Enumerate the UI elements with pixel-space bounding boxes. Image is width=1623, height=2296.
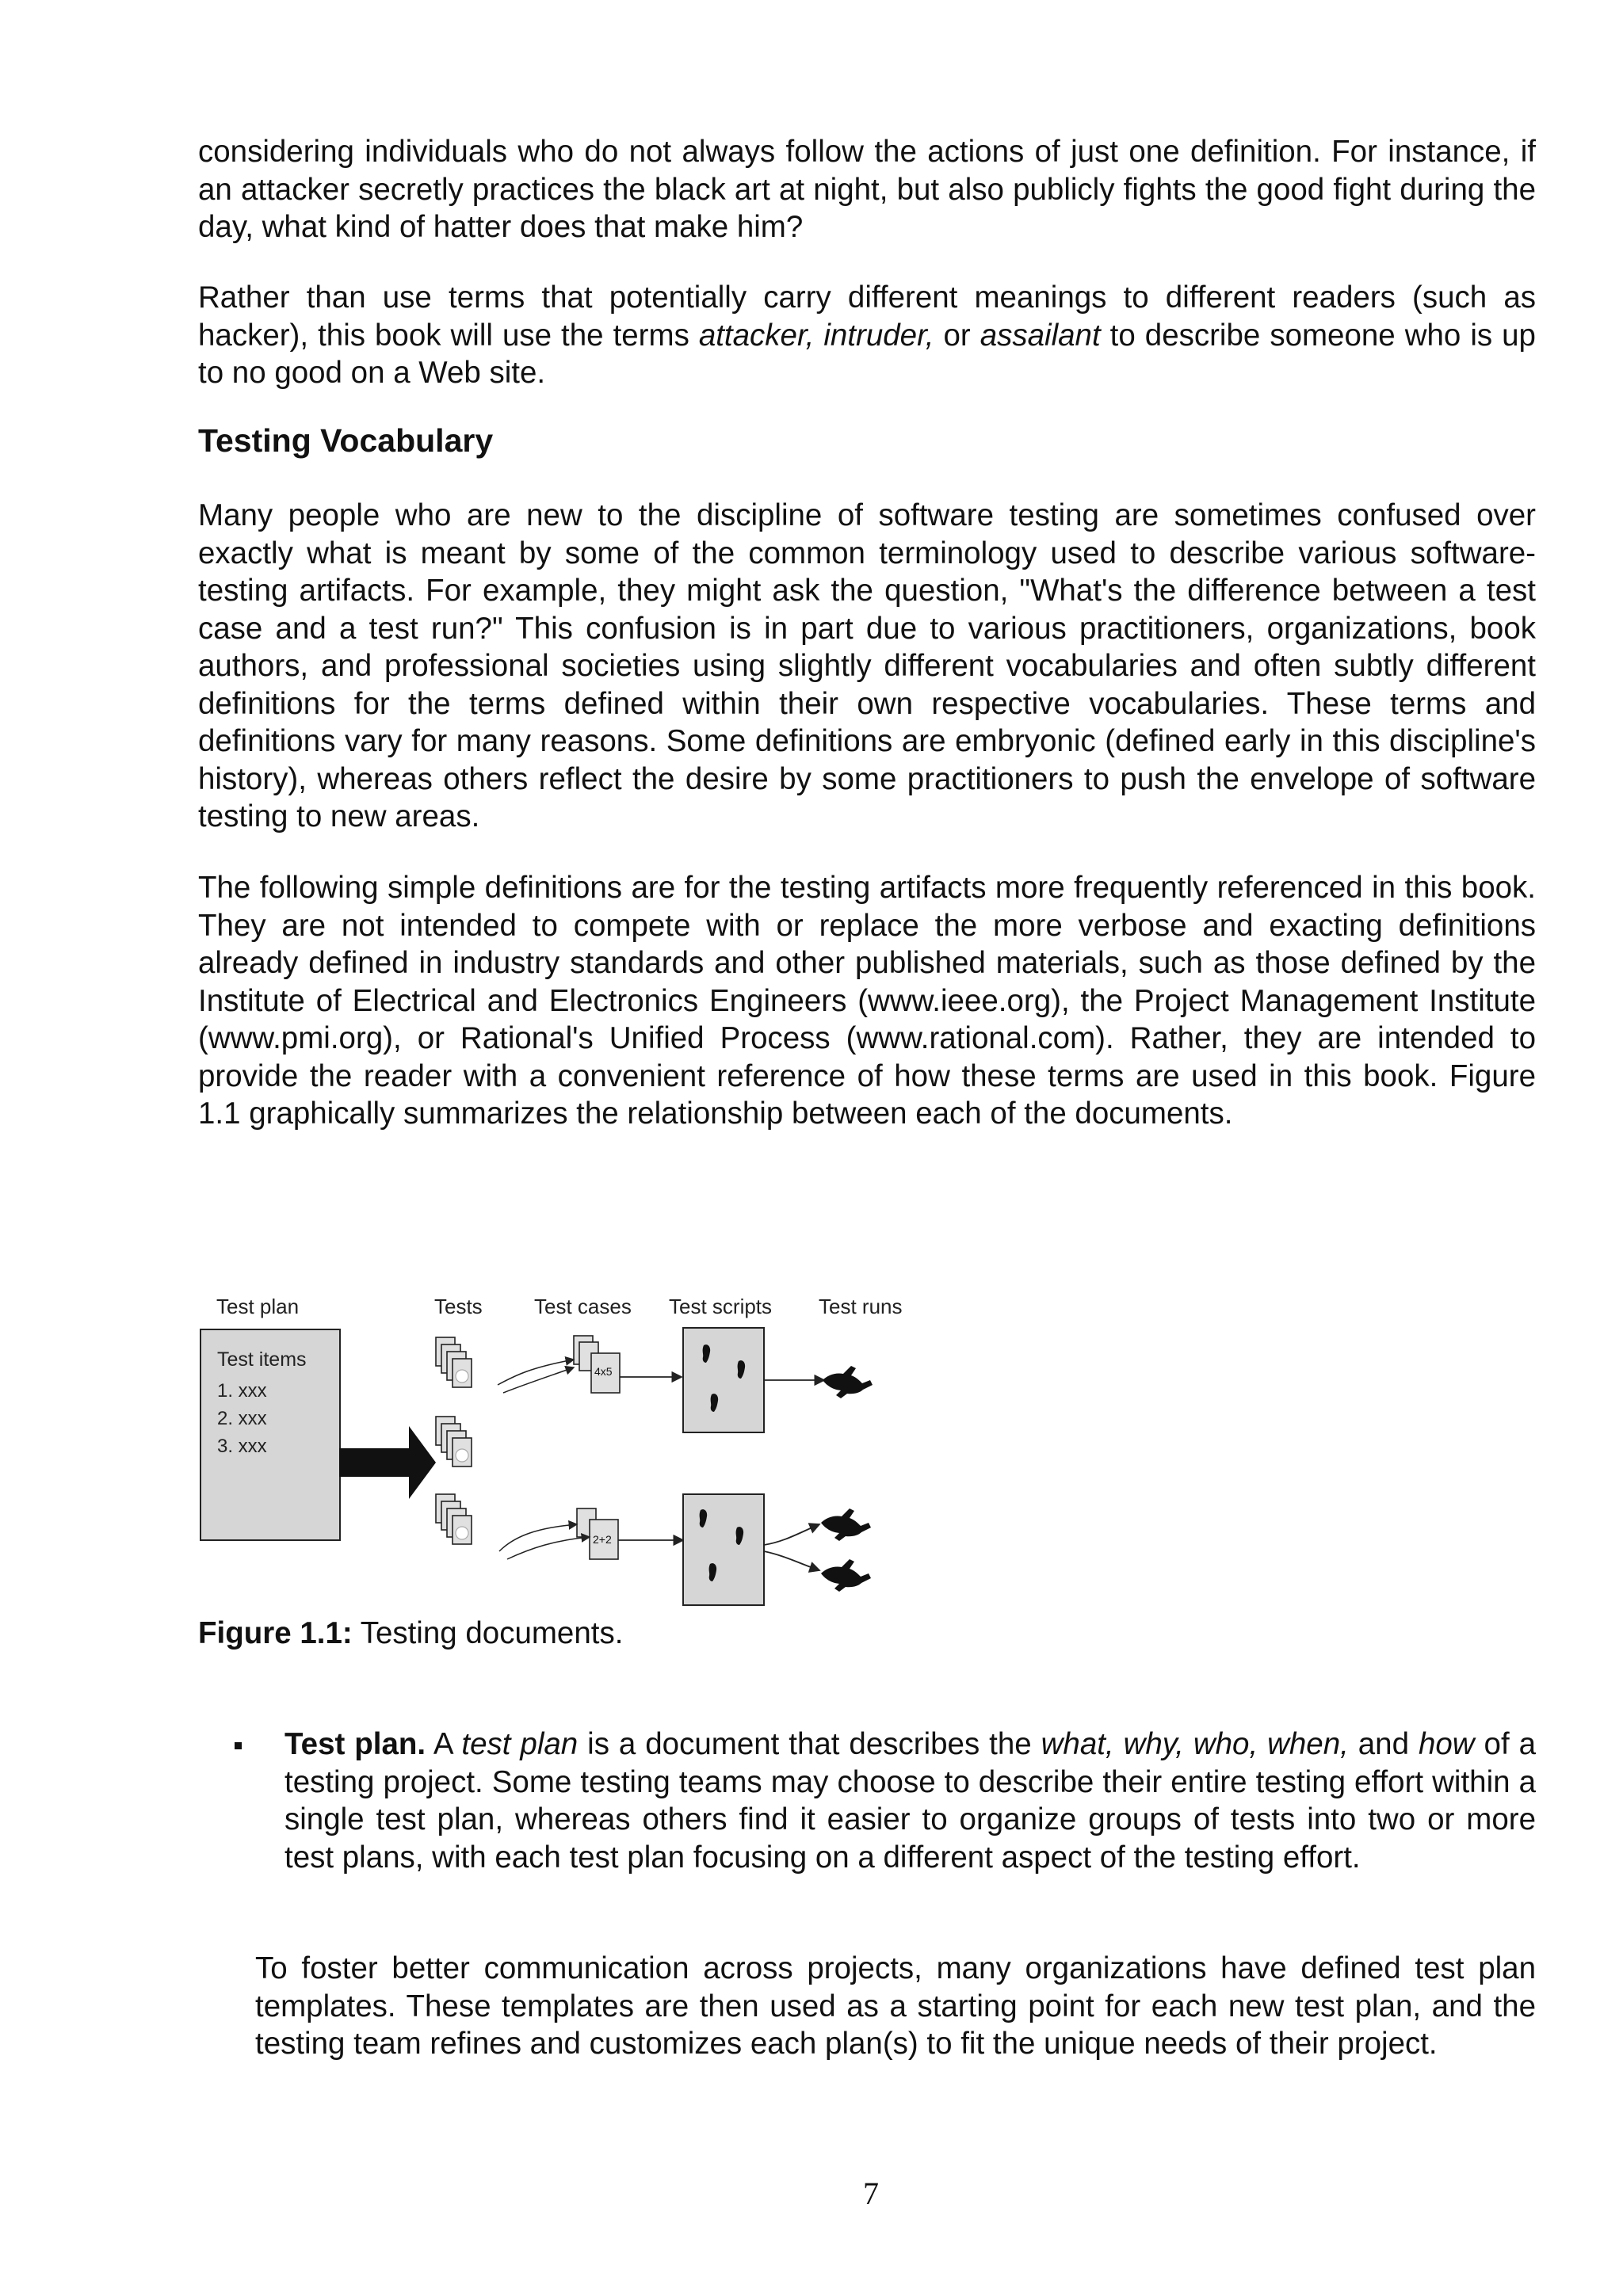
runner-icon bbox=[823, 1366, 873, 1398]
tests-stack-icon bbox=[436, 1337, 472, 1387]
paragraph-text: To foster better communication across projects, many organizations have defined test plan templates. These templates are then used as a starting point for each new test plan, and the testing team refines and customizes each plan(s) to fit the unique needs of their project. bbox=[255, 1951, 1536, 2061]
emphasis-text: what, why, who, when, bbox=[1041, 1727, 1349, 1761]
paragraph-templates bbox=[255, 1950, 1536, 2063]
bullet-test-plan bbox=[285, 1726, 1536, 1876]
test-items-title: Test items bbox=[217, 1348, 307, 1371]
section-heading: Testing Vocabulary bbox=[198, 422, 494, 459]
label-test-runs: Test runs bbox=[819, 1295, 903, 1318]
paragraph-terms bbox=[198, 279, 1536, 392]
paragraph-text bbox=[198, 279, 1536, 392]
paragraph-text: considering individuals who do not always follow the actions of just one definition. For instance, if an attacker secretly practices the black art at night, but also publicly fights the good fight during the day, what kind of hatter does that make him? bbox=[198, 135, 1536, 244]
page-number: 7 bbox=[863, 2176, 879, 2211]
caption-label: Figure 1.1: bbox=[198, 1616, 353, 1650]
text-run: Rather than use terms that potentially carry different meanings to different readers (such as hacker), this book will use the terms bbox=[198, 280, 1536, 353]
test-script-box bbox=[683, 1494, 764, 1605]
text-run: to describe someone who is up to no good on a Web site. bbox=[198, 318, 1536, 390]
testing-documents-figure bbox=[198, 1290, 927, 1623]
caption-text: Testing documents. bbox=[352, 1616, 624, 1650]
text-run: is a document that describes the bbox=[578, 1727, 1041, 1761]
text-run: or bbox=[934, 318, 980, 353]
test-case-label: 2+2 bbox=[593, 1533, 612, 1546]
flow-arrow bbox=[764, 1524, 819, 1545]
test-script-box bbox=[683, 1328, 764, 1432]
flow-arrow bbox=[764, 1551, 819, 1570]
tests-stack-icon bbox=[436, 1494, 472, 1544]
test-item: 2. xxx bbox=[217, 1408, 267, 1429]
runner-icon bbox=[821, 1559, 871, 1592]
paragraph-text: The following simple definitions are for the testing artifacts more frequently referenced in this book. They are not intended to compete with or replace the more verbose and exacting definitions already defined in industry standards and other published materials, such as those defined by the Institute of Electrical and Electronics Engineers (www.ieee.org), the Project Management Institute (www.pmi.org), or Rational's Unified Process (www.rational.com). Rather, they are intended to provide the reader with a convenient reference of how these terms are used in this book. Figure 1.1 graphically summarizes the relationship between each of the documents. bbox=[198, 871, 1536, 1131]
big-arrow-icon bbox=[339, 1426, 436, 1499]
label-test-plan: Test plan bbox=[216, 1295, 300, 1318]
test-case-group-lower bbox=[499, 1508, 618, 1559]
text-run: A bbox=[426, 1727, 462, 1761]
paragraph-vocabulary bbox=[198, 497, 1536, 836]
test-item: 1. xxx bbox=[217, 1380, 267, 1402]
paragraph-text bbox=[285, 1726, 1536, 1876]
emphasis-text: attacker, intruder, bbox=[698, 318, 934, 353]
label-test-scripts: Test scripts bbox=[669, 1295, 773, 1318]
emphasis-text: test plan bbox=[461, 1727, 579, 1761]
label-test-cases: Test cases bbox=[534, 1295, 632, 1318]
label-tests: Tests bbox=[434, 1295, 483, 1318]
paragraph-text: Many people who are new to the discipline of software testing are sometimes confused over exactly what is meant by some of the common terminology used to describe various software-testing artifacts. For example, they might ask the question, "What's the difference between a test case and a test run?" This confusion is in part due to various practitioners, organizations, book authors, and professional societies using slightly different vocabularies and often subtly different definitions for the terms defined within their own respective vocabularies. These terms and definitions vary for many reasons. Some definitions are embryonic (defined early in this discipline's history), whereas others reflect the desire by some practitioners to push the envelope of software testing to new areas. bbox=[198, 498, 1536, 833]
test-case-label: 4x5 bbox=[594, 1365, 613, 1378]
emphasis-text: assailant bbox=[980, 318, 1101, 353]
term-bold: Test plan. bbox=[285, 1727, 426, 1761]
emphasis-text: how bbox=[1418, 1727, 1475, 1761]
runner-icon bbox=[821, 1508, 871, 1541]
text-run: and bbox=[1348, 1727, 1419, 1761]
paragraph-intro bbox=[198, 133, 1536, 246]
figure-caption bbox=[198, 1615, 623, 1653]
tests-stack-icon bbox=[436, 1417, 472, 1466]
test-case-group-upper bbox=[498, 1336, 620, 1393]
paragraph-definitions bbox=[198, 869, 1536, 1133]
text-run: of a testing project. Some testing teams may choose to describe their entire testing effort within a single test plan, whereas others find it easier to organize groups of tests into two or more test plans, with each test plan focusing on a different aspect of the testing effort. bbox=[285, 1727, 1536, 1875]
test-item: 3. xxx bbox=[217, 1436, 267, 1457]
bullet-icon bbox=[235, 1742, 242, 1749]
